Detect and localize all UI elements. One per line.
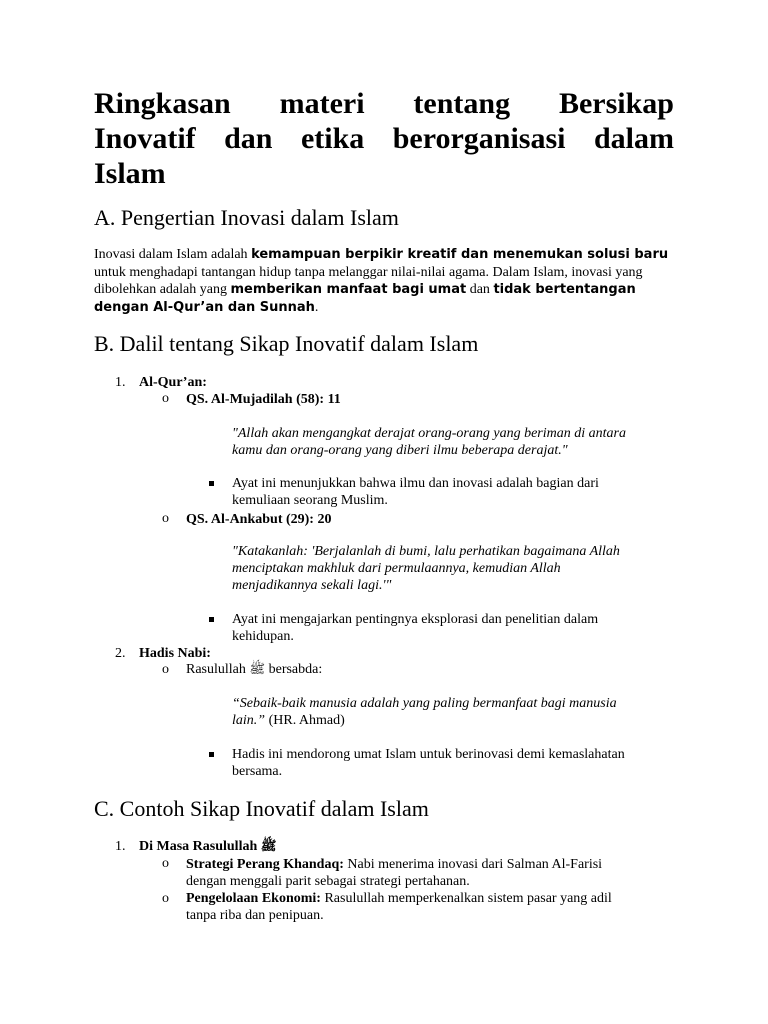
text-run: . [314, 299, 319, 315]
bold-run: Strategi Perang Khandaq: [186, 857, 344, 872]
document-title [94, 86, 674, 191]
bold-run: memberikan manfaat bagi umat [230, 282, 467, 297]
section-c-heading: C. Contoh Sikap Inovatif dalam Islam [94, 796, 429, 821]
title-word: Ringkasan [94, 87, 231, 120]
bold-run: kemampuan berpikir kreatif dan menemukan solusi baru [251, 247, 669, 262]
quote-line [232, 712, 345, 729]
note-line: bersama. [232, 764, 283, 779]
title-line-2 [94, 121, 674, 156]
section-a-paragraph [94, 246, 676, 316]
text-run: Rasulullah memperkenalkan sistem pasar yang adil [320, 891, 612, 906]
section-a-heading: A. Pengertian Inovasi dalam Islam [94, 205, 399, 230]
quote-line: menciptakan makhluk dari permulaannya, kemudian Allah [232, 561, 561, 576]
circle-bullet: o [162, 891, 169, 906]
quote-line: kamu dan orang-orang yang diberi ilmu beberapa derajat." [232, 443, 568, 458]
title-word: tentang [413, 87, 511, 120]
note-line: Hadis ini mendorong umat Islam untuk berinovasi demi kemaslahatan [232, 747, 625, 762]
quote-text: lain.” [232, 713, 266, 728]
sublist-item-text: tanpa riba dan penipuan. [186, 908, 324, 923]
square-bullet [209, 617, 214, 622]
section-b-heading: B. Dalil tentang Sikap Inovatif dalam Islam [94, 331, 479, 356]
salawat-seal-icon: ﷺ [249, 662, 266, 677]
quote-source: (HR. Ahmad) [265, 713, 345, 728]
circle-bullet: o [162, 511, 169, 526]
note-line: Ayat ini menunjukkan bahwa ilmu dan inovasi adalah bagian dari [232, 476, 599, 491]
circle-bullet: o [162, 391, 169, 406]
title-word: Bersikap [558, 87, 674, 120]
title-word: dan [224, 122, 273, 155]
title-word: materi [279, 87, 365, 120]
circle-bullet: o [162, 856, 169, 871]
list-item-label: Hadis Nabi: [139, 646, 211, 661]
title-word: dalam [593, 122, 674, 155]
text-run: dan [466, 282, 494, 297]
text-run: untuk menghadapi tantangan hidup tanpa melanggar nilai-nilai agama. Dalam Islam, inovasi yang dibolehkan adalah yang [94, 264, 643, 297]
bold-run: tidak bertentangan dengan Al-Qur’an dan Sunnah [94, 282, 636, 315]
note-line: kemuliaan seorang Muslim. [232, 493, 388, 508]
title-line-1 [94, 86, 674, 121]
title-word: Inovatif [94, 122, 196, 155]
bold-run: Pengelolaan Ekonomi: [186, 891, 321, 906]
sublist-item-text [186, 890, 612, 907]
sublist-item-label: QS. Al-Mujadilah (58): 11 [186, 392, 341, 407]
quote-line: "Katakanlah: 'Berjalanlah di bumi, lalu perhatikan bagaimana Allah [232, 544, 620, 559]
text-run: Rasulullah [186, 662, 246, 677]
quote-line: menjadikannya sekali lagi.'" [232, 578, 392, 593]
square-bullet [209, 481, 214, 486]
square-bullet [209, 752, 214, 757]
list-item-label [139, 838, 276, 855]
quote-line: "Allah akan mengangkat derajat orang-orang yang beriman di antara [232, 426, 626, 441]
title-word: berorganisasi [392, 122, 566, 155]
list-number: 2. [115, 646, 126, 661]
text-run: Inovasi dalam Islam adalah [94, 247, 252, 262]
salawat-seal-icon: ﷺ [260, 839, 277, 854]
sublist-item-text: dengan menggali parit sebagai strategi pertahanan. [186, 874, 470, 889]
list-number: 1. [115, 839, 126, 854]
list-number: 1. [115, 375, 126, 390]
list-item-label: Al-Qur’an: [139, 375, 207, 390]
text-run: Di Masa Rasulullah [139, 839, 258, 854]
text-run: bersabda: [265, 662, 323, 677]
quote-line: “Sebaik-baik manusia adalah yang paling bermanfaat bagi manusia [232, 696, 617, 711]
title-word: etika [300, 122, 365, 155]
note-line: kehidupan. [232, 629, 294, 644]
sublist-item-text [186, 856, 602, 873]
note-line: Ayat ini mengajarkan pentingnya eksplorasi dan penelitian dalam [232, 612, 599, 627]
text-run: Nabi menerima inovasi dari Salman Al-Farisi [343, 857, 603, 872]
title-word: Islam [94, 157, 166, 190]
sublist-item-text [186, 661, 322, 678]
title-line-3 [94, 156, 674, 191]
sublist-item-label: QS. Al-Ankabut (29): 20 [186, 512, 332, 527]
circle-bullet: o [162, 662, 169, 677]
